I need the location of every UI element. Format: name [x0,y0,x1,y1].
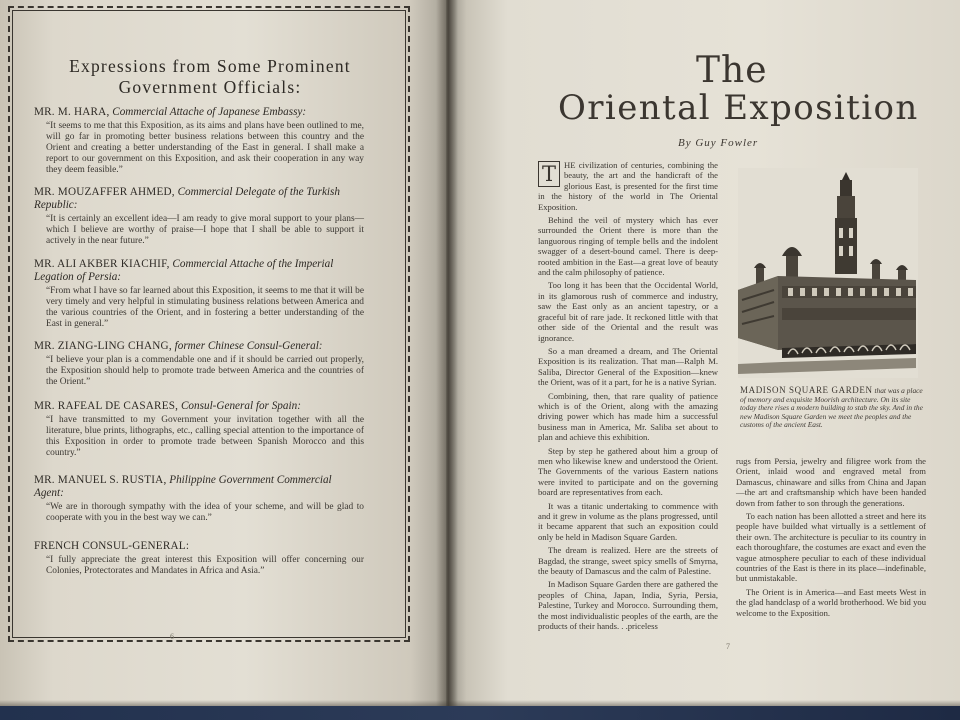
article-title-line-2: Oriental Exposition [558,88,919,128]
official-quote: “I have transmitted to my Government your invitation together with all the literature, blue prints, lithographs, etc., calling special attention to the importance of this Exposition in order to promote trade between Spanish Morocco and this country.” [46,415,364,458]
official-role: Commercial Delegate of the Turkish Republic: [34,186,340,211]
heading-line-2: Government Officials: [118,77,302,97]
illustration-caption [740,386,924,430]
official-entry [34,474,364,524]
official-role: Commercial Attache of Japanese Embassy: [112,106,307,118]
official-name: MR. ALI AKBER KIACHIF, [34,258,170,270]
official-role: former Chinese Consul-General: [174,340,323,352]
official-quote: “It seems to me that this Exposition, as its aims and plans have been outlined to me, will go far in promoting better business relations between this country and the Orient and creating a better understanding of the East in general. I shall make a report to our government on this Exposition, and ask their cooperation in any way they deem feasible.” [46,121,364,175]
paragraph: T HE civilization of centuries, combining the beauty, the art and the handicraft of the glorious East, is presented for the first time in the history of the world in The Oriental Exposition. [538,160,718,212]
heading-line-1: Expressions from Some Prominent [69,56,351,76]
official-name: MR. M. HARA, [34,106,110,118]
paragraph: It was a titanic undertaking to commence with and it grew in volume as the plans progressed, until it became apparent that such an exposition could only be held in Madison Square Garden. [538,500,718,542]
paragraph: Behind the veil of mystery which has ever surrounded the Orient there is more than the languorous ringing of temple bells and the indolent swagger of a desert-bound camel. There is deep-rooted ambition in the East—a great love of beauty and the calm philosophy of patience. [538,215,718,278]
paragraph: In Madison Square Garden there are gathered the peoples of China, Japan, India, Syria, Persia, Palestine, Turkey and Morocco. Surrounding them, the most individualistic peoples of the earth, are the products of their hands. . .priceless [538,579,718,632]
paragraph: The dream is realized. Here are the streets of Bagdad, the strange, sweet spicy smells of Smyrna, the beauty of Damascus and the calm of Palestine. [538,545,718,577]
article-column-1 [538,160,718,634]
paragraph: So a man dreamed a dream, and The Oriental Exposition is its realization. That man—Ralph M. Saliba, Director General of the Exposition—knew the Orient, was of it a part, for he is a native Syrian. [538,345,718,388]
article-byline: By Guy Fowler [678,137,759,149]
page-number-left: 6 [170,632,174,641]
book-gutter [436,0,458,712]
page-number-right: 7 [726,642,730,651]
article-title-line-1: The [696,50,768,91]
right-page [446,0,960,712]
official-entry [34,540,364,577]
official-quote: “It is certainly an excellent idea—I am ready to give moral support to your plans—which I believe are worthy of praise—I hope that I shall be able to support it actively in the near future.” [46,214,364,246]
paragraph: Too long it has been that the Occidental World, in its glamorous rush of commerce and industry, saw the East only as an ancient tapestry, or a graceful bit of rare jade. It reckoned little with that other side of the Oriental and the result was ignorance. [538,280,718,343]
official-quote: “From what I have so far learned about this Exposition, it seems to me that it will be very timely and very helpful in stimulating business relations between America and the various countries of the Orient, and in fostering a better understanding of the East in general.” [46,286,364,329]
official-name: FRENCH CONSUL-GENERAL: [34,540,190,552]
article-column-2 [736,456,926,621]
left-page [0,0,446,712]
paragraph: Step by step he gathered about him a group of men who likewise knew and understood the Orient. The Governments of the various Eastern nations were invited to participate and on the governing board are representatives from each. [538,445,718,498]
drop-cap: T [538,161,560,187]
official-entry [34,106,364,176]
official-entry [34,258,364,330]
paragraph: To each nation has been allotted a street and here its people have builded what virtually is a settlement of their own. The architecture is peculiar to its country in each thoroughfare, the costumes are exact and even the vague atmosphere peculiar to each of these individual countries of the East is there in its place—indefinable, but unmistakable. [736,511,926,584]
paragraph: rugs from Persia, jewelry and filigree work from the Orient, inlaid wood and engraved metal from Damascus, chinaware and silks from China and Japan—the art and craftsmanship which have been handed down from father to son through the generations. [736,456,926,508]
official-role: Philippine Government Commercial Agent: [34,474,332,499]
official-quote: “We are in thorough sympathy with the idea of your scheme, and will be glad to cooperate with you in the best way we can.” [46,502,364,523]
paragraph: Combining, then, that rare quality of patience which is of the Orient, along with the amazing driving power which has made him a successful business man in America, Mr. Saliba set about to plan and achieve this exhibition. [538,390,718,443]
official-role: Commercial Attache of the Imperial Legation of Persia: [34,258,334,283]
official-role: Consul-General for Spain: [180,400,301,412]
official-quote: “I believe your plan is a commendable one and if it should be carried out properly, the Exposition should help to promote trade between America and the countries of the Orient.” [46,355,364,387]
official-entry [34,400,364,459]
caption-text: that was a place of memory and exquisite Moorish architecture. On its site today there rises a modern building to stab the sky. And in the new Madison Square Garden we meet the peoples and the customs of the ancient East. [740,386,923,430]
caption-lead: MADISON SQUARE GARDEN [740,385,873,395]
official-entry [34,340,364,388]
official-quote: “I fully appreciate the great interest this Exposition will offer concerning our Colonies, Protectorates and Mandates in Africa and Asia.” [46,555,364,576]
paragraph: The Orient is in America—and East meets West in the glad handclasp of a world brotherhood. We bid you welcome to the Exposition. [736,586,926,618]
madison-square-garden-illustration [738,168,918,378]
official-entry [34,186,364,247]
official-name: MR. MOUZAFFER AHMED, [34,186,175,198]
background-table-surface [0,706,960,720]
official-name: MR. MANUEL S. RUSTIA, [34,474,167,486]
official-name: MR. RAFEAL DE CASARES, [34,400,179,412]
officials-heading [50,56,370,98]
official-name: MR. ZIANG-LING CHANG, [34,340,172,352]
